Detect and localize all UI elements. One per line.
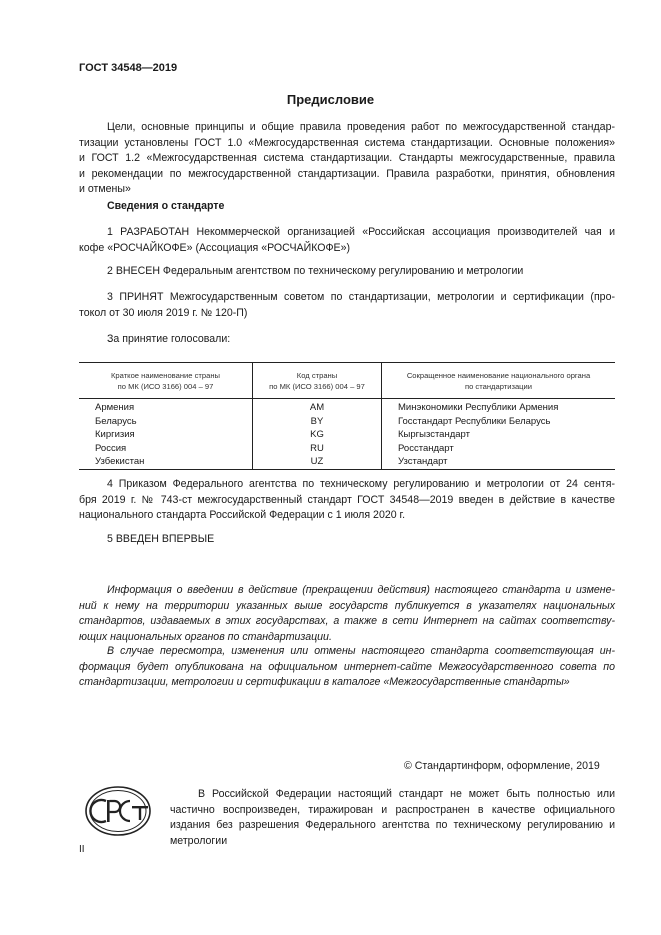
page-number: II: [79, 844, 85, 855]
cell-code: UZ: [253, 455, 382, 469]
item-1: [79, 225, 615, 256]
text-line: В случае пересмотра, изменения или отмены настоящего стандарта соответствующая ин-: [107, 645, 615, 657]
cell-code: AM: [253, 399, 382, 415]
item-4: [79, 477, 615, 524]
copyright-notice: [170, 787, 615, 849]
text-line: метрологии: [170, 834, 228, 847]
cell-code: BY: [253, 415, 382, 429]
text-line: токол от 30 июля 2019 г. № 120-П): [79, 306, 248, 319]
column-header-code: Код страны по МК (ИСО 3166) 004 – 97: [253, 363, 382, 399]
cell-country: Россия: [95, 442, 127, 454]
states-table: [79, 362, 615, 470]
text-line: тизации установлены ГОСТ 1.0 «Межгосударственная система стандартизации. Основные положения»: [79, 136, 615, 149]
text-line: издания без разрешения Федерального агентства по техническому регулированию и: [170, 819, 615, 832]
text-line: и рекомендации по межгосударственной стандартизации. Правила разработки, принятия, обновления: [79, 167, 615, 180]
text-line: 4 Приказом Федерального агентства по техническому регулированию и метрологии от 24 сентя-: [107, 478, 615, 490]
text-line: стандартов, издаваемых в этих государствах, а также в сети Интернет на сайтах соответству-: [79, 615, 615, 628]
column-header-body: Сокращенное наименование национального органа по стандартизации: [382, 363, 616, 399]
text-line: и отмены»: [79, 183, 131, 196]
text-line: ний к нему на территории указанных выше государств публикуется в указателях национальных: [79, 599, 615, 612]
copyright: © Стандартинформ, оформление, 2019: [404, 760, 600, 772]
text-line: национального стандарта Российской Федерации с 1 июля 2020 г.: [79, 509, 406, 522]
text-line: стандартизации, метрологии и сертификации в каталоге «Межгосударственные стандарты»: [79, 676, 570, 689]
gost-r-logo-icon: [80, 782, 160, 840]
cell-body: Минэкономики Республики Армения: [382, 399, 616, 415]
table-header-row: [79, 363, 615, 399]
item-5: 5 ВВЕДЕН ВПЕРВЫЕ: [107, 533, 215, 545]
cell-country: Беларусь: [95, 415, 137, 427]
cell-body: Госстандарт Республики Беларусь: [382, 415, 616, 429]
voted-label: За принятие голосовали:: [107, 333, 231, 345]
table-row: [79, 415, 615, 429]
cell-country: Киргизия: [95, 429, 135, 441]
info-paragraph-2: [79, 644, 615, 691]
column-header-country: Краткое наименование страны по МК (ИСО 3166) 004 – 97: [79, 363, 253, 399]
text-line: формация будет опубликована на официальном интернет-сайте Межгосударственного совета по: [79, 660, 615, 673]
document-id: ГОСТ 34548—2019: [79, 62, 178, 74]
item-2: 2 ВНЕСЕН Федеральным агентством по техническому регулированию и метрологии: [107, 265, 524, 277]
cell-body: Росстандарт: [382, 442, 616, 456]
text-line: Информация о введении в действие (прекращении действия) настоящего стандарта и измене-: [107, 584, 615, 596]
text-line: ющих национальных органов по стандартизации.: [79, 630, 332, 643]
item-3: [79, 290, 615, 321]
table-row: [79, 442, 615, 456]
text-line: В Российской Федерации настоящий стандарт не может быть полностью или: [198, 788, 615, 800]
section-heading: Сведения о стандарте: [107, 200, 225, 212]
cell-body: Кыргызстандарт: [382, 428, 616, 442]
cell-code: RU: [253, 442, 382, 456]
text-line: Цели, основные принципы и общие правила проведения работ по межгосударственной стандар-: [107, 121, 615, 133]
cell-country: Армения: [95, 402, 135, 413]
text-line: 3 ПРИНЯТ Межгосударственным советом по стандартизации, метрологии и сертификации (про-: [107, 291, 615, 303]
page-title: Предисловие: [286, 92, 375, 107]
table-row: [79, 455, 615, 469]
text-line: бря 2019 г. № 743-ст межгосударственный стандарт ГОСТ 34548—2019 введен в действие в качестве: [79, 493, 615, 506]
cell-country: Узбекистан: [79, 455, 253, 469]
cell-body: Узстандарт: [382, 455, 616, 469]
text-line: кофе «РОСЧАЙКОФЕ» (Ассоциация «РОСЧАЙКОФЕ»): [79, 241, 351, 254]
table-row: [79, 428, 615, 442]
intro-paragraph: [79, 120, 615, 198]
cell-code: KG: [253, 428, 382, 442]
text-line: частично воспроизведен, тиражирован и распространен в качестве официального: [170, 803, 615, 816]
text-line: и ГОСТ 1.2 «Межгосударственная система стандартизации. Стандарты межгосударственные, правила: [79, 152, 615, 165]
info-paragraph-1: [79, 583, 615, 645]
text-line: 1 РАЗРАБОТАН Некоммерческой организацией «Российская ассоциация производителей чая и: [107, 226, 615, 238]
table-row: [79, 399, 615, 415]
